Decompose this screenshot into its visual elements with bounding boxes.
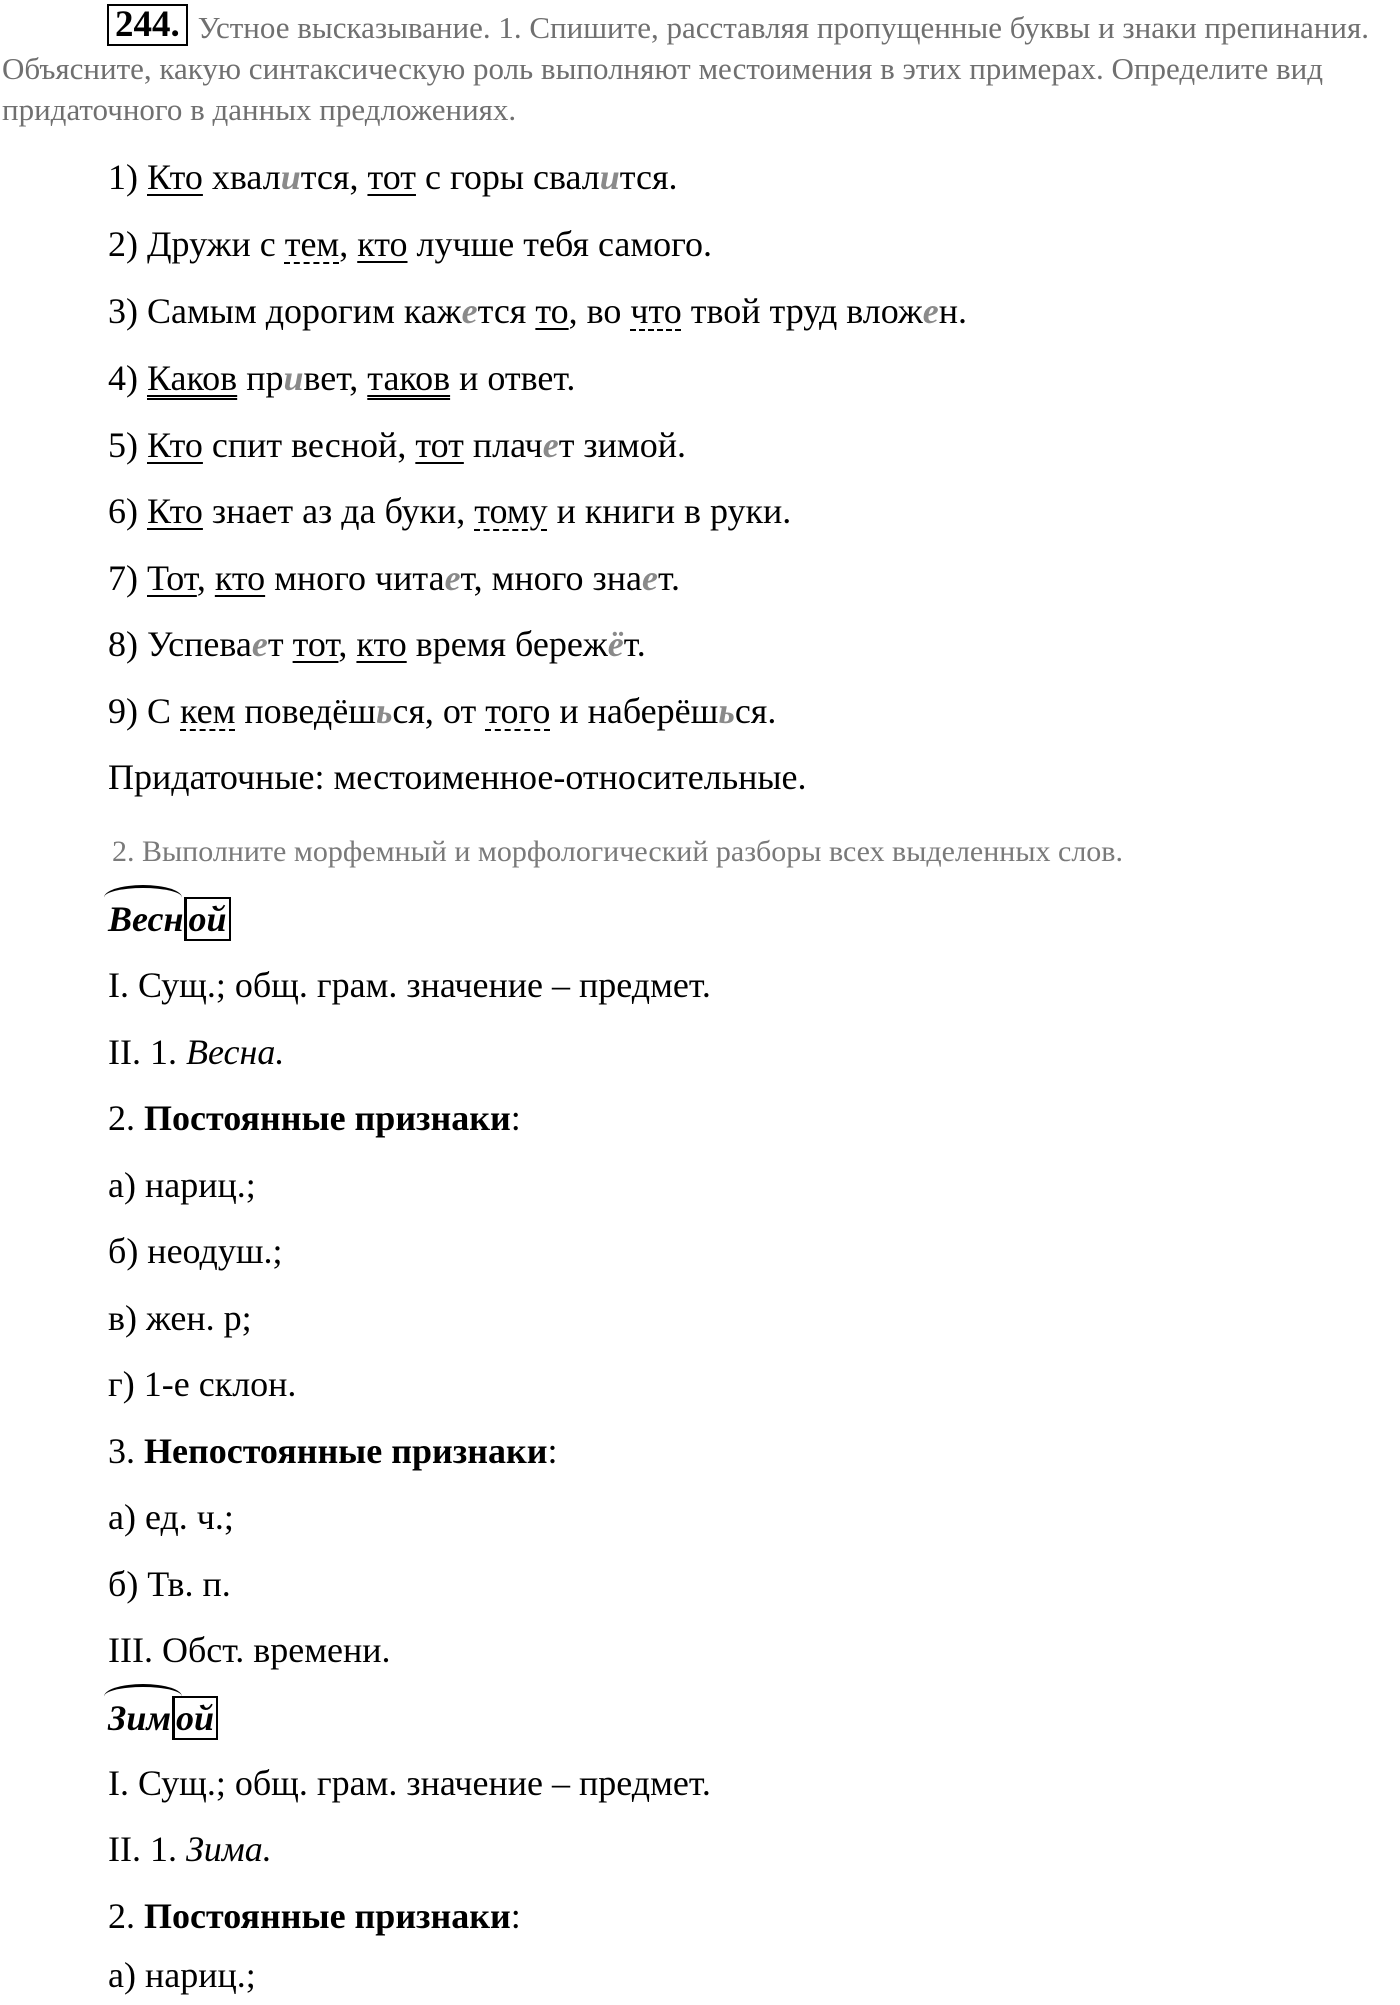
inserted-letter: и: [280, 157, 301, 197]
analysis1-item-a: а) нариц.;: [108, 1165, 256, 1205]
task-2-instruction: 2. Выполните морфемный и морфологический разборы всех выделенных слов.: [112, 835, 1123, 868]
ending-box: ой: [184, 897, 230, 941]
sentence-3: 3) Самым дорогим кажется то, во что твой труд вложен.: [108, 291, 967, 331]
inserted-letter: е: [251, 624, 268, 664]
underlined-pronoun: кто: [356, 624, 407, 664]
analysis1-item-e: а) ед. ч.;: [108, 1497, 234, 1537]
sentence-4: 4) Каков привет, таков и ответ.: [108, 358, 576, 398]
underlined-pronoun: тем: [284, 224, 340, 264]
inserted-letter: е: [444, 558, 461, 598]
underlined-pronoun: тот: [292, 624, 339, 664]
sentence-6: 6) Кто знает аз да буки, тому и книги в руки.: [108, 491, 792, 531]
sentence-7: 7) Тот, кто много читает, много знает.: [108, 558, 680, 598]
inserted-letter: е: [461, 291, 478, 331]
underlined-pronoun: Кто: [147, 157, 203, 197]
inserted-letter: ё: [607, 624, 624, 664]
root-arc-mark: Зим: [108, 1692, 171, 1740]
underlined-pronoun: кто: [357, 224, 408, 264]
ending-box: ой: [172, 1696, 218, 1740]
analysis2-line-3: 2. Постоянные признаки:: [108, 1896, 521, 1936]
inserted-letter: е: [922, 291, 939, 331]
inserted-letter: ь: [718, 691, 735, 731]
task-number: 244.: [107, 4, 188, 46]
analysis1-item-c: в) жен. р;: [108, 1298, 252, 1338]
inserted-letter: и: [599, 157, 620, 197]
analysis-word-vesnoy: [108, 893, 231, 941]
sentence-5: 5) Кто спит весной, тот плачет зимой.: [108, 425, 686, 465]
underlined-pronoun: Тот: [147, 558, 197, 598]
analysis1-item-f: б) Тв. п.: [108, 1564, 231, 1604]
analysis2-line-2: II. 1. Зима.: [108, 1829, 272, 1869]
root-arc-mark: Весн: [108, 893, 183, 941]
task-instruction: Устное высказывание. 1. Спишите, расставляя пропущенные буквы и знаки препинания. Объясните, какую синтаксическую роль выполняют местоимения в этих примерах. Определите вид придаточного в данных предложениях.: [2, 10, 1369, 127]
sentence-9: 9) С кем поведёшься, от того и наберёшься.: [108, 691, 777, 731]
underlined-pronoun: таков: [367, 358, 451, 398]
inserted-letter: и: [283, 358, 304, 398]
sentence-8: 8) Успевает тот, кто время бережёт.: [108, 624, 646, 664]
analysis1-line-4: 3. Непостоянные признаки:: [108, 1431, 558, 1471]
analysis1-item-d: г) 1-е склон.: [108, 1364, 297, 1404]
underlined-pronoun: тот: [415, 425, 464, 465]
underlined-pronoun: тому: [474, 491, 548, 531]
conclusion: Придаточные: местоименное-относительные.: [108, 757, 807, 797]
inserted-letter: ь: [375, 691, 393, 731]
analysis2-line-1: I. Сущ.; общ. грам. значение – предмет.: [108, 1763, 711, 1803]
underlined-pronoun: кем: [180, 691, 236, 731]
underlined-pronoun: тот: [367, 157, 416, 197]
analysis1-line-5: III. Обст. времени.: [108, 1630, 391, 1670]
analysis1-line-2: II. 1. Весна.: [108, 1032, 285, 1072]
underlined-pronoun: то: [535, 291, 569, 331]
analysis-word-zimoy: [108, 1692, 218, 1740]
underlined-pronoun: кто: [214, 558, 266, 598]
sentence-2: 2) Дружи с тем, кто лучше тебя самого.: [108, 224, 713, 264]
task-header: [2, 4, 1392, 130]
analysis1-item-b: б) неодуш.;: [108, 1231, 283, 1271]
underlined-pronoun: Кто: [147, 491, 203, 531]
underlined-pronoun: Кто: [147, 425, 203, 465]
sentence-1: 1) Кто хвалится, тот с горы свалится.: [108, 157, 678, 197]
inserted-letter: е: [542, 425, 559, 465]
underlined-pronoun: того: [485, 691, 551, 731]
inserted-letter: е: [641, 558, 658, 598]
analysis2-item-a: а) нариц.;: [108, 1955, 256, 1995]
underlined-pronoun: что: [630, 291, 682, 331]
underlined-pronoun: Каков: [147, 358, 238, 398]
analysis1-line-3: 2. Постоянные признаки:: [108, 1098, 521, 1138]
analysis1-line-1: I. Сущ.; общ. грам. значение – предмет.: [108, 965, 711, 1005]
